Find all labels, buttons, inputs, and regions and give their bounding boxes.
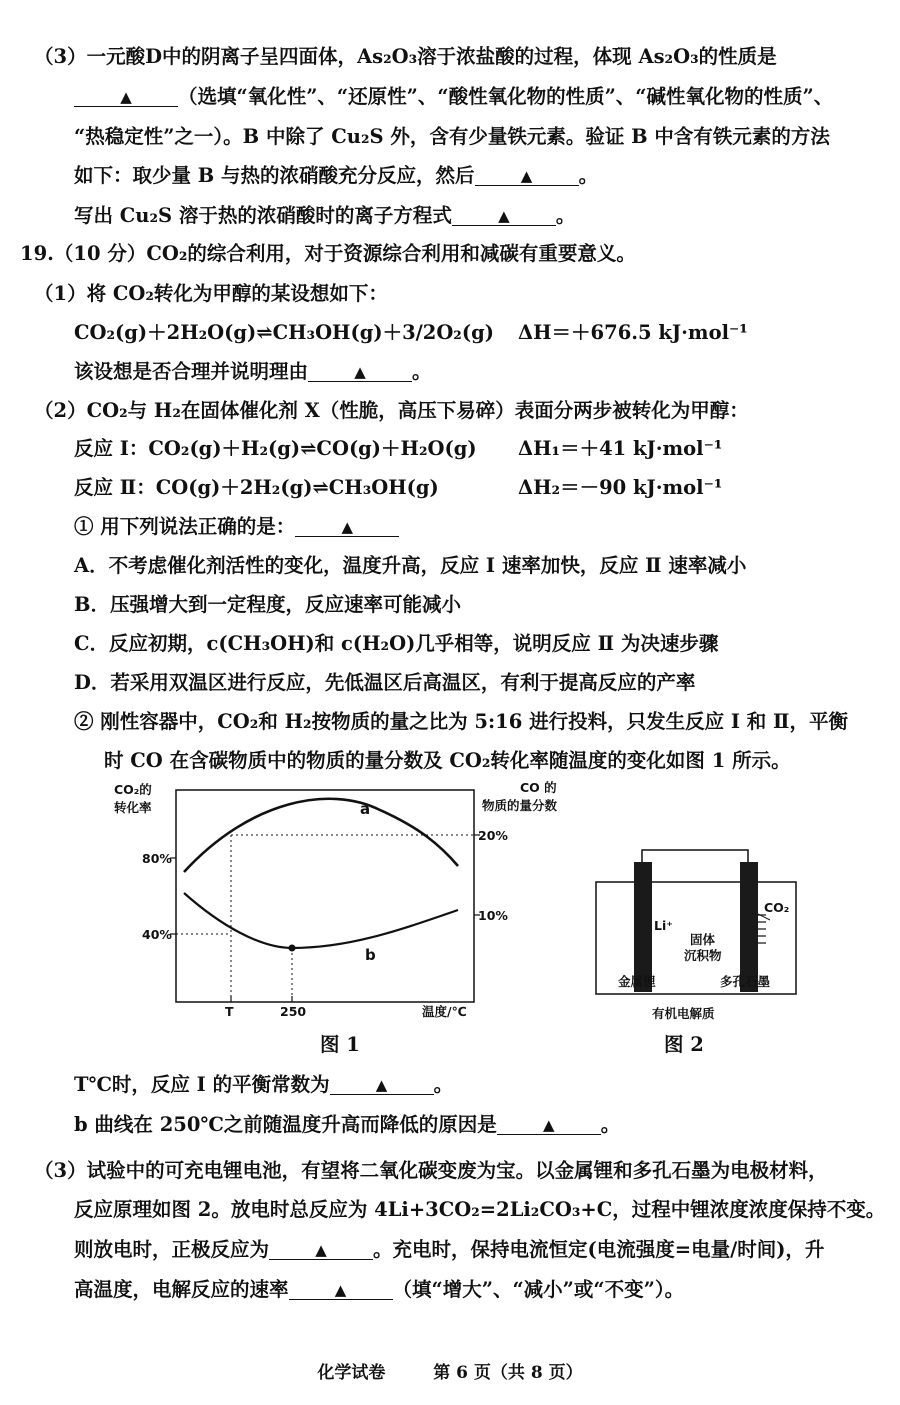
q19-sub2-line2: 时 CO 在含碳物质中的物质的量分数及 CO₂转化率随温度的变化如图 1 所示。 [104, 749, 791, 772]
answer-blank[interactable]: ▲ [295, 514, 399, 537]
q18-3-line5: 写出 Cu₂S 溶于热的浓硝酸时的离子方程式 ▲ 。 [74, 204, 576, 227]
lithium-electrode-label: 金属锂 [618, 974, 656, 989]
q18-3-line3: “热稳定性”之一）。B 中除了 Cu₂S 外，含有少量铁元素。验证 B 中含有铁元素的方法 [74, 125, 830, 148]
footer-subject: 化学试卷 [317, 1363, 386, 1383]
q19-eq1: CO₂(g)＋2H₂O(g)⇌CH₃OH(g)＋3/2O₂(g) [74, 321, 494, 344]
q19-p3-line2: 反应原理如图 2。放电时总反应为 4Li+3CO₂=2Li₂CO₃+C，过程中锂浓度浓度保持不变。 [74, 1198, 886, 1221]
q19-b-question: b 曲线在 250℃之前随温度升高而降低的原因是 ▲ 。 [74, 1113, 621, 1136]
option-c: C．反应初期，c(CH₃OH)和 c(H₂O)几乎相等，说明反应 Ⅱ 为决速步骤 [74, 632, 719, 655]
q19-sub2-line1: ② 刚性容器中，CO₂和 H₂按物质的量之比为 5:16 进行投料，只发生反应 Ⅰ 和 Ⅱ，平衡 [74, 710, 848, 733]
page-footer [0, 1358, 900, 1383]
q19-p3-line1: （3）试验中的可充电锂电池，有望将二氧化碳变废为宝。以金属锂和多孔石墨为电极材料， [34, 1159, 828, 1182]
curve-b-point [289, 945, 296, 952]
x-axis-label: 温度/℃ [422, 1004, 467, 1019]
option-a: A．不考虑催化剂活性的变化，温度升高，反应 Ⅰ 速率加快，反应 Ⅱ 速率减小 [74, 554, 747, 577]
q18-3-line4: 如下：取少量 B 与热的浓硝酸充分反应，然后 ▲ 。 [74, 164, 599, 187]
q19-header: 19.（10 分）CO₂的综合利用，对于资源综合利用和减碳有重要意义。 [20, 242, 636, 265]
lithium-electrode [634, 862, 652, 992]
x-tick-label: T [225, 1004, 234, 1019]
option-d: D．若采用双温区进行反应，先低温区后高温区，有利于提高反应的产率 [74, 671, 696, 694]
answer-blank[interactable]: ▲ [269, 1237, 373, 1260]
figure-1-caption: 图 1 [320, 1033, 360, 1056]
y-right-label: 物质的量分数 [482, 798, 558, 813]
graphite-electrode [740, 862, 758, 992]
plot-frame [176, 790, 474, 1002]
q19-reaction1-dh: ΔH₁＝＋41 kJ·mol⁻¹ [518, 437, 723, 460]
curve-b-label: b [365, 946, 376, 964]
left-tick-label: 80% [142, 851, 172, 866]
curve-a-label: a [360, 800, 371, 818]
q19-reaction2: 反应 Ⅱ：CO(g)＋2H₂(g)⇌CH₃OH(g) [74, 476, 439, 499]
q19-p3-line4: 高温度，电解反应的速率 ▲ （填“增大”、“减小”或“不变”）。 [74, 1278, 685, 1301]
q19-reaction1: 反应 Ⅰ：CO₂(g)＋H₂(g)⇌CO(g)＋H₂O(g) [74, 437, 477, 460]
q19-sub1: ① 用下列说法正确的是： ▲ [74, 514, 399, 540]
footer-page: 第 6 页（共 8 页） [433, 1363, 583, 1383]
x-tick-label: 250 [280, 1004, 307, 1019]
answer-blank[interactable]: ▲ [74, 84, 178, 107]
q18-3-line1: （3）一元酸D中的阴离子呈四面体，As₂O₃溶于浓盐酸的过程，体现 As₂O₃的性质是 [34, 45, 777, 68]
answer-blank[interactable]: ▲ [452, 203, 556, 226]
left-tick-label: 40% [142, 927, 172, 942]
figure-2 [590, 840, 830, 1030]
answer-blank[interactable]: ▲ [330, 1072, 434, 1095]
q19-reaction2-dh: ΔH₂＝－90 kJ·mol⁻¹ [518, 476, 723, 499]
y-left-label: CO₂的 [114, 782, 152, 797]
electrolyte-label: 有机电解质 [652, 1006, 715, 1021]
answer-blank[interactable]: ▲ [308, 359, 412, 382]
answer-blank[interactable]: ▲ [497, 1112, 601, 1135]
option-b: B．压强增大到一定程度，反应速率可能减小 [74, 593, 461, 616]
q19-t-question: T℃时，反应 Ⅰ 的平衡常数为 ▲ 。 [74, 1073, 454, 1096]
deposit-label: 固体 [690, 932, 716, 947]
answer-blank[interactable]: ▲ [475, 163, 579, 186]
y-left-label: 转化率 [114, 800, 152, 815]
graphite-electrode-label: 多孔石墨 [720, 974, 771, 989]
q19-p3-line3: 则放电时，正极反应为 ▲ 。充电时，保持电流恒定(电流强度=电量/时间)，升 [74, 1238, 825, 1261]
figure-2-caption: 图 2 [664, 1033, 704, 1056]
right-tick-label: 20% [478, 828, 508, 843]
q19-p1-question: 该设想是否合理并说明理由 ▲ 。 [74, 360, 432, 383]
co2-label: CO₂ [764, 900, 790, 915]
external-wire [642, 850, 748, 862]
figure-1 [100, 780, 600, 1060]
li-ion-label: Li⁺ [654, 918, 673, 933]
q18-3-line2: ▲ （选填“氧化性”、“还原性”、“酸性氧化物的性质”、“碱性氧化物的性质”、 [74, 84, 833, 110]
answer-blank[interactable]: ▲ [289, 1277, 393, 1300]
right-tick-label: 10% [478, 908, 508, 923]
q19-p1-title: （1）将 CO₂转化为甲醇的某设想如下： [34, 282, 388, 305]
y-right-label: CO 的 [520, 780, 557, 795]
q19-eq1-dh: ΔH＝＋676.5 kJ·mol⁻¹ [518, 321, 748, 344]
curve-b [184, 893, 458, 948]
deposit-label: 沉积物 [684, 948, 722, 963]
q19-p2-title: （2）CO₂与 H₂在固体催化剂 X（性脆，高压下易碎）表面分两步被转化为甲醇： [34, 399, 749, 422]
